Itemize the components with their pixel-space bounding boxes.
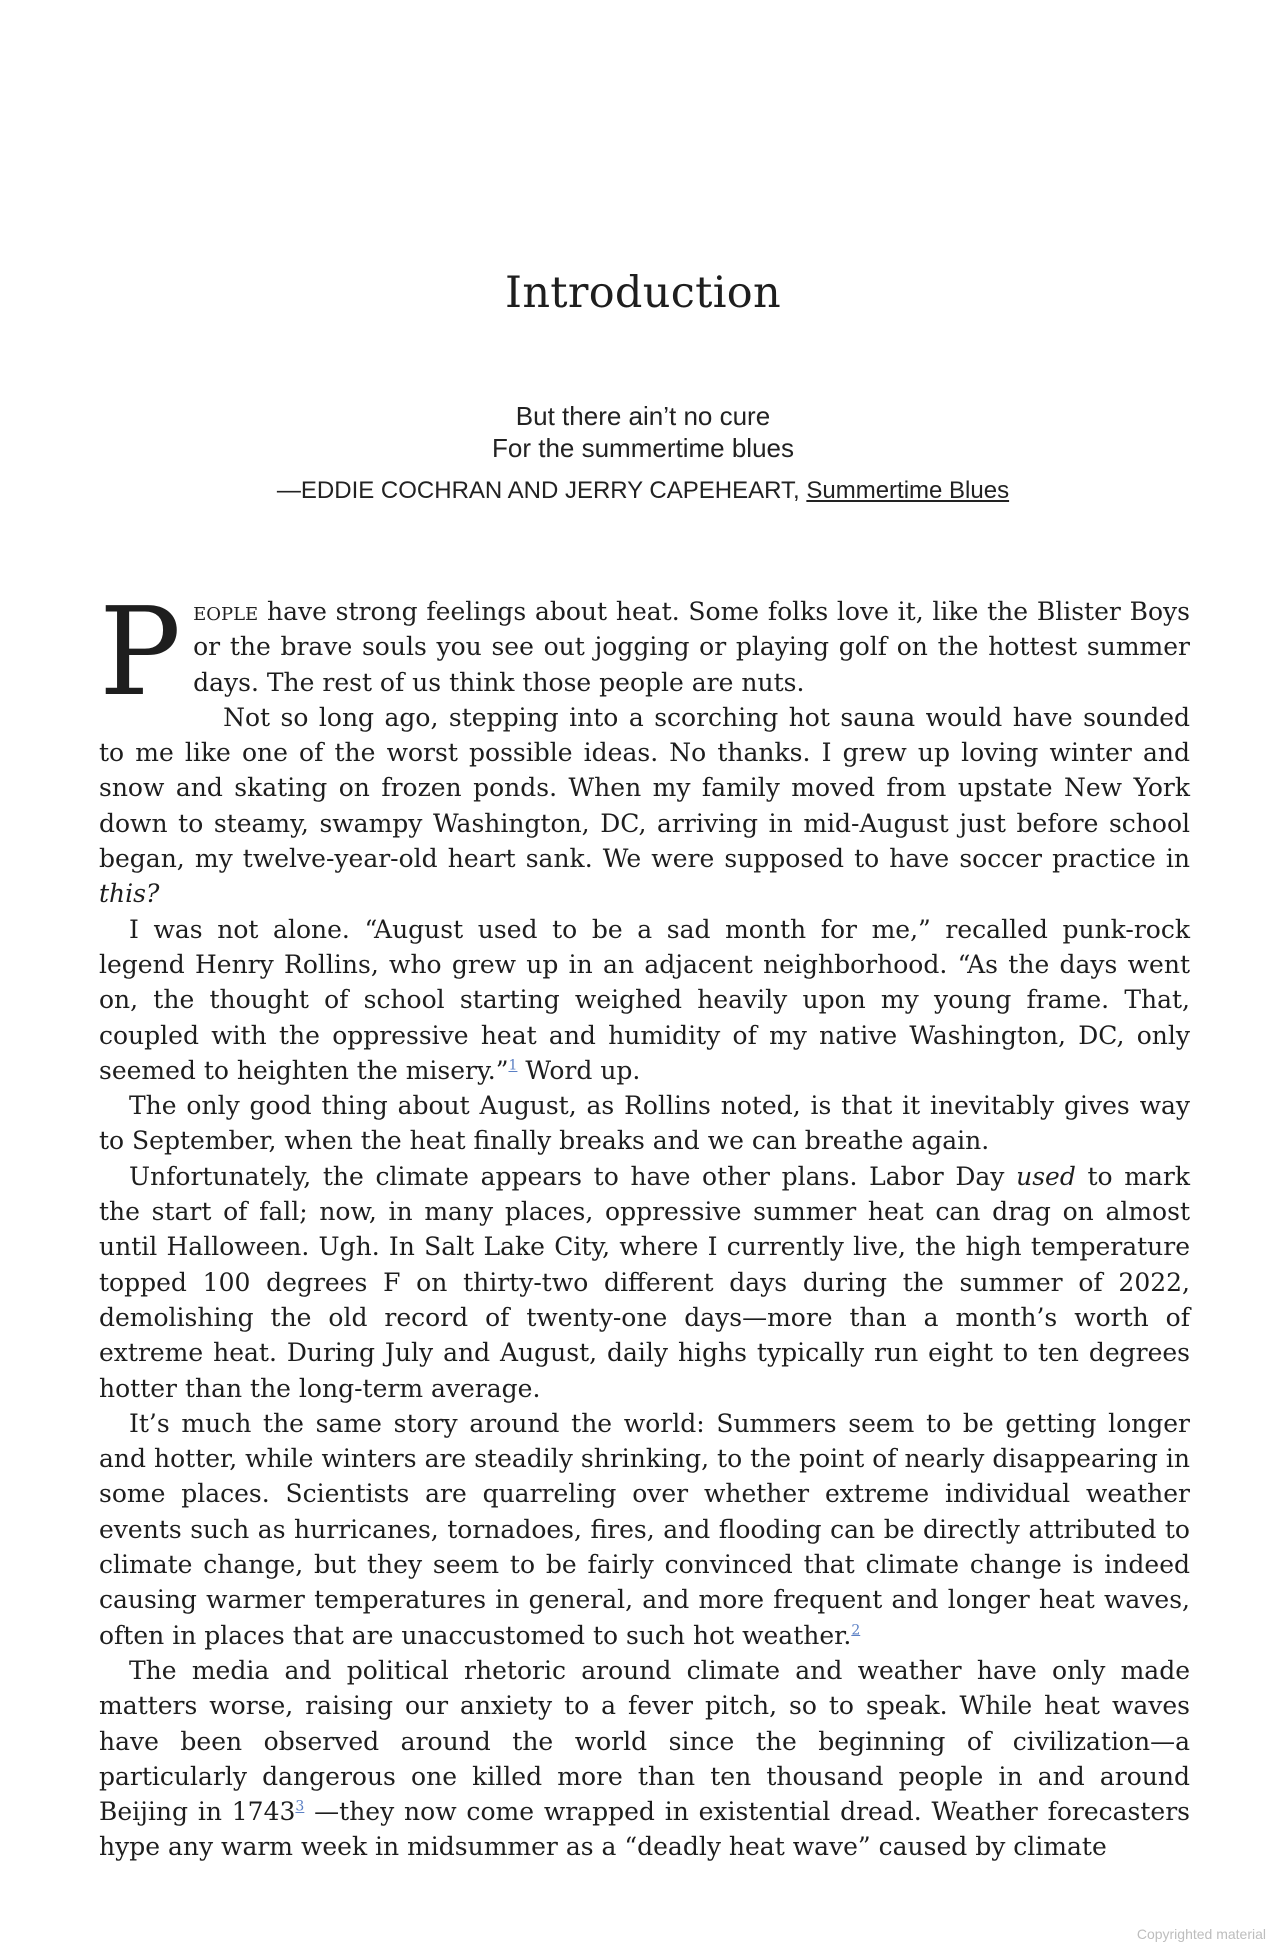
paragraph-1 — [99, 581, 1190, 723]
paragraph-4 — [99, 1088, 1190, 1159]
epigraph-authors: —EDDIE COCHRAN AND JERRY CAPEHEART, — [276, 477, 807, 504]
paragraph-5-italic: used — [1016, 1161, 1076, 1191]
epigraph — [0, 400, 1280, 506]
paragraph-5-after: to mark the start of fall; now, in many places, oppressive summer heat can drag on almost until Halloween. Ugh. In Salt Lake City, where I currently live, the high temperature topped 100 degrees F on thirty-two different days during the summer of 2022, demolishing the old record of twenty-one days—more than a month’s worth of extreme heat. During July and August, daily highs typically run eight to ten degrees hotter than the long-term average. — [99, 1161, 1190, 1403]
chapter-body — [99, 581, 1190, 1865]
paragraph-3-text: I was not alone. “August used to be a sad month for me,” recalled punk-rock legend Henry Rollins, who grew up in an adjacent neighborhood. “As the days went on, the thought of school starting weighed heavily upon my young frame. That, coupled with the oppressive heat and humidity of my native Washington, DC, only seemed to heighten the misery.” — [99, 914, 1190, 1085]
paragraph-5-before: Unfortunately, the climate appears to have other plans. Labor Day — [129, 1161, 1017, 1191]
paragraph-2-text: Not so long ago, stepping into a scorching hot sauna would have sounded to me like one of the worst possible ideas. No thanks. I grew up loving winter and snow and skating on frozen ponds. When my family moved from upstate New York down to steamy, swampy Washington, DC, arriving in mid-August just before school began, my twelve-year-old heart sank. We were supposed to have soccer practice in — [99, 702, 1190, 874]
paragraph-5 — [99, 1159, 1190, 1406]
chapter-title: Introduction — [505, 268, 781, 318]
paragraph-6-text: It’s much the same story around the world: Summers seem to be getting longer and hotter, while winters are steadily shrinking, to the point of nearly disappearing in some places. Scientists are quarreling over whether extreme individual weather events such as hurricanes, tornadoes, fires, and flooding can be directly attributed to climate change, but they seem to be fairly convinced that climate change is indeed causing warmer temperatures in general, and more frequent and longer heat waves, often in places that are unaccustomed to such hot weather. — [99, 1408, 1190, 1650]
paragraph-7-after: —they now come wrapped in existential dread. Weather forecasters hype any warm week in midsummer as a “deadly heat wave” caused by climate — [99, 1797, 1190, 1862]
small-caps-lead: eople — [193, 597, 259, 626]
epigraph-line-1: But there ain’t no cure — [515, 401, 771, 431]
footnote-link-1[interactable]: 1 — [508, 1057, 518, 1074]
paragraph-2 — [99, 700, 1190, 912]
epigraph-song-title: Summertime Blues — [806, 477, 1010, 504]
paragraph-1-text: have strong feelings about heat. Some folks love it, like the Blister Boys or the brave souls you see out jogging or playing golf on the hottest summer days. The rest of us think those people are nuts. — [193, 597, 1190, 697]
paragraph-7 — [99, 1653, 1190, 1865]
epigraph-line-2: For the summertime blues — [492, 433, 794, 463]
paragraph-2-italic: this? — [99, 879, 160, 909]
drop-cap: P — [99, 581, 182, 723]
footnote-link-2[interactable]: 2 — [851, 1622, 861, 1639]
epigraph-attribution — [0, 476, 1280, 506]
copyright-watermark: Copyrighted material — [1136, 1926, 1266, 1942]
paragraph-4-text: The only good thing about August, as Rollins noted, is that it inevitably gives way to September, when the heat finally breaks and we can breathe again. — [99, 1091, 1190, 1156]
paragraph-3 — [99, 912, 1190, 1088]
footnote-link-3[interactable]: 3 — [295, 1798, 305, 1815]
paragraph-3-after: Word up. — [517, 1055, 641, 1085]
paragraph-6 — [99, 1406, 1190, 1653]
paragraph-7-text: The media and political rhetoric around climate and weather have only made matters worse, raising our anxiety to a fever pitch, so to speak. While heat waves have been observed around the world since the beginning of civilization—a particularly dangerous one killed more than ten thousand people in and around Beijing in 1743 — [99, 1655, 1190, 1827]
